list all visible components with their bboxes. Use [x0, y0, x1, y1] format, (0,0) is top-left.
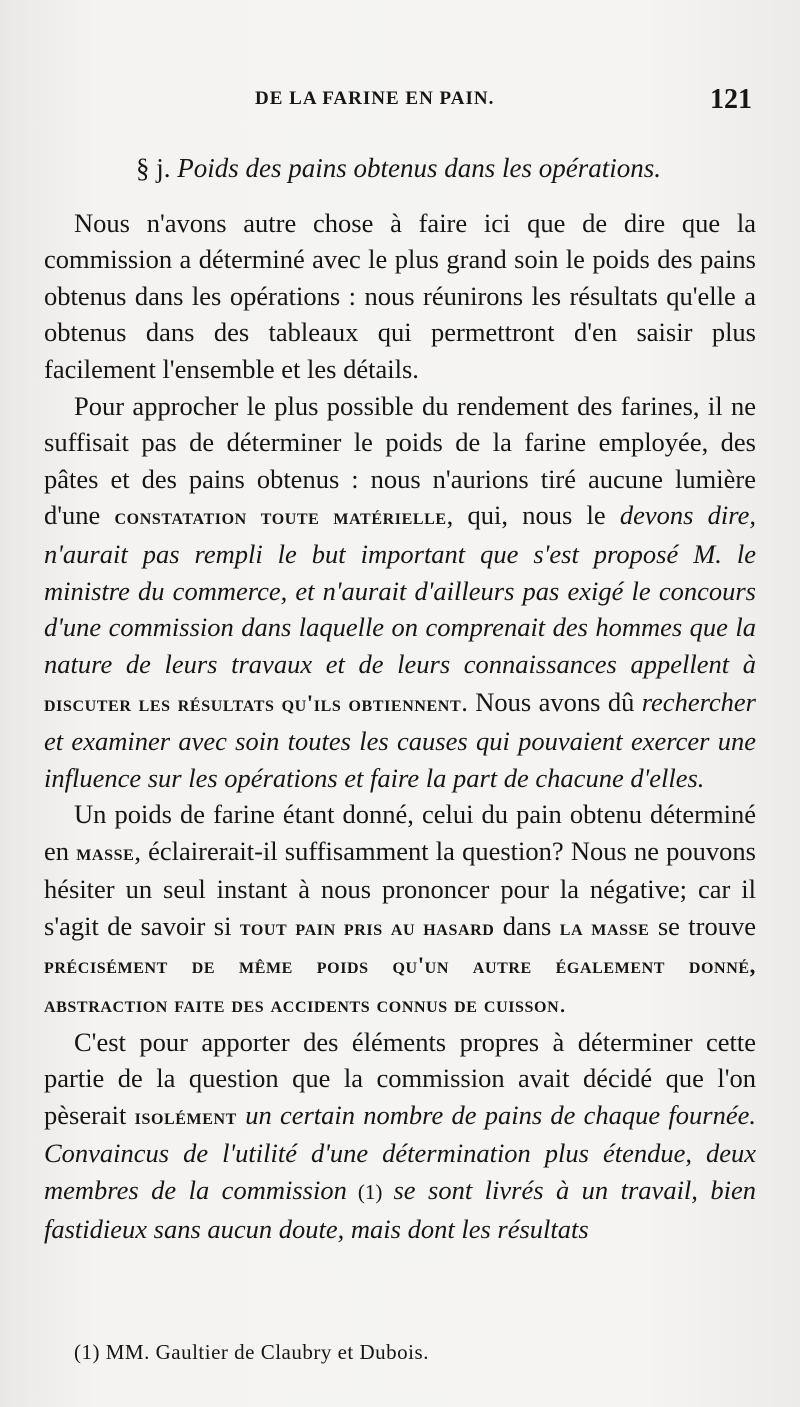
- paragraph-2-smallcaps-a: constatation toute matérielle: [114, 504, 447, 530]
- paragraph-3-smallcaps-h: précisément de même poids qu'un autre également donné, abstraction faite des accidents connus de cuisson: [44, 953, 756, 1018]
- paragraph-4-italic-d: un certain nombre de pains de chaque fournée. Convaincus de l'utilité d'une détermination plus étendue, deux membres de la commission: [44, 1099, 756, 1206]
- paragraph-4-text-c: [237, 1100, 245, 1130]
- paragraph-3-smallcaps-d: tout pain pris au hasard: [239, 914, 495, 940]
- footnote-reference[interactable]: (1): [346, 1180, 394, 1205]
- section-title: Poids des pains obtenus dans les opérations.: [177, 153, 662, 183]
- paragraph-3: [44, 796, 756, 1024]
- paragraph-2-text-c: , qui, nous le: [446, 500, 620, 531]
- paragraph-3-smallcaps-b: masse: [76, 839, 135, 865]
- paragraph-1-text: Nous n'avons autre chose à faire ici que de dire que la commission a déterminé avec le plus grand soin le poids des pains obtenus dans les opérations : nous réunirons les résultats qu'elle a obtenus dans des tableaux qui permettront d'en saisir plus facilement l'ensemble et les détails.: [44, 207, 756, 384]
- running-head: DE LA FARINE EN PAIN.: [255, 88, 495, 109]
- paragraph-4-text-a: C'est pour apporter des éléments propres à déterminer cette partie de la question que la commission avait décidé que l'on pèserait: [44, 1026, 756, 1130]
- paragraph-2-italic-g: rechercher et examiner avec soin toutes les causes qui pouvaient exercer une influence sur les opérations et faire la part de chacune d'elles.: [44, 687, 756, 793]
- paragraph-1: [44, 205, 756, 388]
- footnote: (1) MM. Gaultier de Claubry et Dubois.: [74, 1340, 429, 1364]
- section-heading: [44, 150, 756, 187]
- section-symbol: § j.: [136, 153, 171, 183]
- page-body: [44, 150, 756, 1247]
- paragraph-3-text-g: se trouve: [649, 910, 756, 941]
- paragraph-3-text-i: .: [559, 988, 566, 1019]
- paragraph-2-text-a: Pour approcher le plus possible du rendement des farines, il ne suffisait pas de déterminer le poids de la farine employée, des pâtes et des pains obtenus : nous n'aurions tiré aucune lumière d'une: [44, 390, 756, 531]
- paragraph-2-italic-d: devons dire, n'aurait pas rempli le but important que s'est proposé M. le ministre du commerce, et n'aurait d'ailleurs pas exigé le concours d'une commission dans laquelle on comprenait des hommes que la nature de leurs travaux et de leurs connaissances appellent à: [44, 500, 756, 679]
- paragraph-2: [44, 388, 756, 797]
- paragraph-3-text-c: , éclairerait-il suffisamment la question? Nous ne pouvons hésiter un seul instant à nous prononcer pour la négative; car il s'agit de savoir si: [44, 835, 756, 941]
- paragraph-3-smallcaps-f: la masse: [559, 914, 650, 940]
- paragraph-4: [44, 1024, 756, 1248]
- paragraph-4-smallcaps-b: isolément: [134, 1103, 237, 1129]
- paragraph-3-text-e: dans: [494, 910, 560, 941]
- page-number: 121: [710, 84, 752, 115]
- paragraph-2-smallcaps-e: discuter les résultats qu'ils obtiennent: [44, 691, 462, 717]
- paragraph-4-italic-f: se sont livrés à un travail, bien fastidieux sans aucun doute, mais dont les résultats: [44, 1175, 756, 1244]
- paragraph-2-text-f: . Nous avons dû: [461, 687, 642, 718]
- paragraph-3-text-a: Un poids de farine étant donné, celui du pain obtenu déterminé en: [44, 799, 756, 866]
